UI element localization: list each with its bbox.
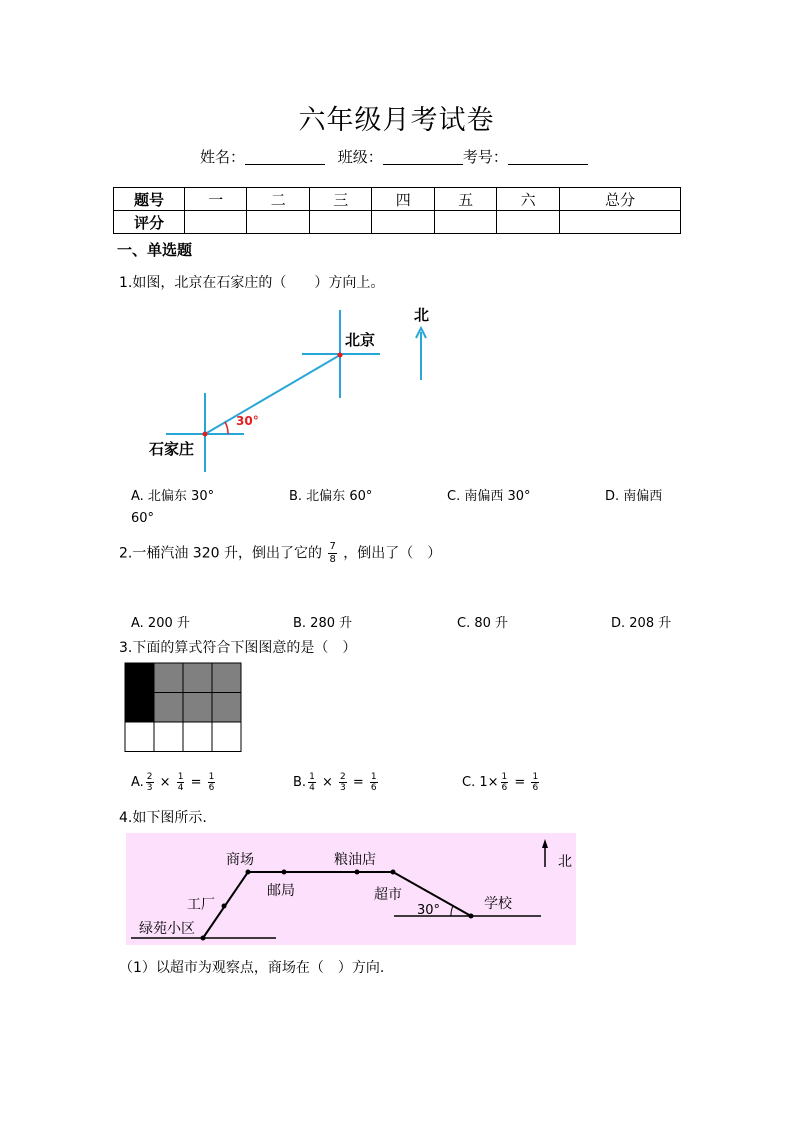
fraction-den: 6: [208, 783, 215, 793]
angle-label: 30°: [236, 414, 259, 428]
q2-fraction: [328, 541, 336, 566]
q2-text-after: ，倒出了（ ）: [343, 545, 442, 562]
table-cell: 总分: [559, 188, 680, 211]
class-blank[interactable]: [383, 148, 463, 165]
grid-cell: [154, 722, 183, 752]
operator: ×: [159, 775, 171, 790]
grid-cell: [212, 693, 241, 723]
beijing-dot: [338, 353, 343, 358]
q1-option-c[interactable]: C. 南偏西 30°: [447, 489, 531, 504]
q2-option-a[interactable]: A. 200 升: [131, 616, 190, 631]
table-cell: 三: [309, 188, 371, 211]
post-office-dot: [282, 870, 287, 875]
fraction-den: 6: [501, 783, 508, 793]
beijing-label: 北京: [345, 331, 376, 349]
community-label: 绿苑小区: [139, 921, 195, 937]
score-cell[interactable]: [247, 211, 309, 234]
direction-figure: [140, 300, 460, 480]
fraction: [177, 772, 185, 793]
table-cell: 四: [372, 188, 434, 211]
grid-cell: [125, 722, 154, 752]
score-cell[interactable]: [559, 211, 680, 234]
grid-cell: [154, 663, 183, 693]
fraction: [501, 772, 509, 793]
grain-store-dot: [355, 870, 360, 875]
table-cell: 五: [434, 188, 496, 211]
fraction-num: 1: [309, 772, 315, 782]
table-cell: 评分: [114, 211, 185, 234]
fraction: [308, 772, 316, 793]
fraction-den: 3: [146, 783, 153, 793]
fraction-den: 6: [370, 783, 377, 793]
question-4-text: 4.如下图所示.: [119, 810, 207, 826]
q2-text-before: 2.一桶汽油 320 升，倒出了它的: [119, 545, 322, 562]
score-cell[interactable]: [372, 211, 434, 234]
q3-option-b[interactable]: [293, 772, 380, 793]
score-table: [113, 187, 681, 234]
table-cell: 六: [497, 188, 559, 211]
grid-cell: [125, 663, 154, 693]
class-label: 班级：: [337, 148, 383, 166]
fraction: [146, 772, 154, 793]
grid-cell: [183, 693, 212, 723]
operator: ×: [321, 775, 333, 790]
angle-label: 30°: [417, 903, 441, 918]
section-title: 一、单选题: [117, 241, 193, 259]
grid-cell: [183, 722, 212, 752]
equals-sign: =: [514, 775, 526, 790]
angle-arc: [225, 422, 228, 434]
student-info-line: [200, 146, 588, 167]
equals-sign: =: [352, 775, 364, 790]
question-3-text: 3.下面的算式符合下图图意的是（ ）: [119, 640, 357, 656]
score-cell[interactable]: [434, 211, 496, 234]
q2-option-b[interactable]: B. 280 升: [293, 616, 353, 631]
q1-option-d[interactable]: D. 南偏西: [605, 489, 663, 504]
fraction-num: 1: [208, 772, 215, 782]
fraction-num: 2: [146, 772, 153, 782]
post-office-label: 邮局: [267, 883, 295, 899]
north-label: 北: [414, 306, 430, 324]
fraction-num: 1: [177, 772, 184, 782]
school-label: 学校: [484, 896, 512, 912]
route-map: [126, 833, 576, 945]
fraction-den: 4: [177, 783, 184, 793]
score-cell[interactable]: [497, 211, 559, 234]
option-prefix: C. 1×: [462, 775, 499, 790]
fraction-num: 1: [501, 772, 508, 782]
question-4-sub-1: （1）以超市为观察点，商场在（ ）方向.: [119, 960, 385, 976]
supermarket-label: 超市: [374, 887, 402, 903]
shijiazhuang-dot: [203, 432, 208, 437]
grain-store-label: 粮油店: [334, 852, 376, 868]
fraction-num: 1: [532, 772, 539, 782]
question-2-text: [119, 541, 441, 566]
name-blank[interactable]: [245, 148, 325, 165]
page-title: 六年级月考试卷: [298, 105, 495, 136]
name-label: 姓名：: [200, 148, 246, 166]
grid-cell: [183, 663, 212, 693]
q1-option-d-wrap: 60°: [131, 511, 155, 526]
exam-no-blank[interactable]: [508, 148, 588, 165]
q2-fraction-num: 7: [329, 541, 336, 552]
option-prefix: B.: [293, 775, 307, 790]
score-table-score-row: [114, 211, 681, 234]
grid-cell: [212, 663, 241, 693]
mall-dot: [246, 870, 251, 875]
q2-option-c[interactable]: C. 80 升: [457, 616, 509, 631]
grid-cell: [125, 693, 154, 723]
fraction: [531, 772, 539, 793]
table-cell: 一: [185, 188, 247, 211]
fraction-den: 6: [532, 783, 539, 793]
grid-cell: [212, 722, 241, 752]
community-dot: [201, 936, 206, 941]
table-cell: 二: [247, 188, 309, 211]
fraction: [208, 772, 216, 793]
score-table-header-row: [114, 188, 681, 211]
q2-fraction-den: 8: [329, 554, 336, 565]
equals-sign: =: [190, 775, 202, 790]
shijiazhuang-label: 石家庄: [149, 440, 195, 458]
factory-dot: [222, 904, 227, 909]
fraction-den: 4: [309, 783, 315, 793]
school-dot: [469, 914, 474, 919]
score-cell[interactable]: [309, 211, 371, 234]
score-cell[interactable]: [185, 211, 247, 234]
fraction: [370, 772, 378, 793]
q1-option-a[interactable]: A. 北偏东 30°: [131, 489, 215, 504]
option-prefix: A.: [131, 775, 144, 790]
mall-label: 商场: [226, 852, 254, 868]
factory-label: 工厂: [187, 897, 215, 913]
fraction-num: 1: [370, 772, 377, 782]
q1-option-b[interactable]: B. 北偏东 60°: [289, 489, 373, 504]
q2-option-d[interactable]: D. 208 升: [611, 616, 672, 631]
fraction-den: 3: [339, 783, 346, 793]
question-1-text: 1.如图，北京在石家庄的（ ）方向上。: [119, 275, 385, 291]
fraction-grid: [124, 662, 244, 753]
fraction-num: 2: [339, 772, 346, 782]
fraction: [339, 772, 347, 793]
table-cell: 题号: [114, 188, 185, 211]
grid-cell: [154, 693, 183, 723]
exam-no-label: 考号：: [462, 148, 508, 166]
supermarket-dot: [391, 870, 396, 875]
q3-option-c[interactable]: [462, 772, 541, 793]
q3-option-a[interactable]: [131, 772, 217, 793]
north-label: 北: [558, 854, 572, 870]
